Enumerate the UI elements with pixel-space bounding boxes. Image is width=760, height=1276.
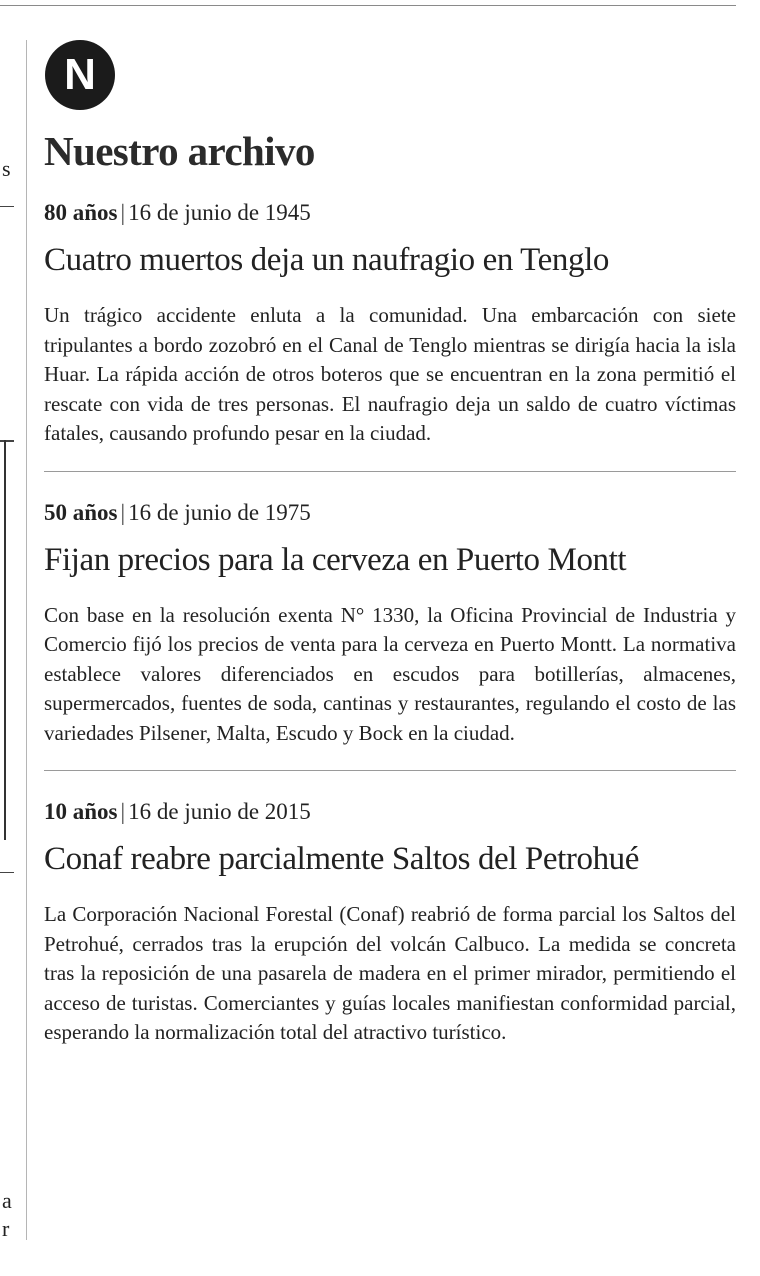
fragment-image-edge <box>4 440 6 840</box>
fragment-letter: a <box>2 1188 12 1213</box>
years-ago: 10 años <box>44 799 118 824</box>
article-meta <box>44 797 736 827</box>
article-divider <box>44 471 736 472</box>
logo-letter: N <box>64 50 96 99</box>
article-meta <box>44 198 736 228</box>
article-date: 16 de junio de 1975 <box>128 499 311 525</box>
adjacent-column-fragment <box>0 40 26 1240</box>
fragment-rule <box>0 440 14 442</box>
article-body: Con base en la resolución exenta N° 1330, la Oficina Provincial de Industria y Comercio fijó los precios de venta para la cerveza en Puerto Montt. La normativa establece valores diferenciados en escudos para botillerías, almacenes, supermercados, fuentes de soda, cantinas y restaurantes, regulando el costo de las variedades Pilsener, Malta, Escudo y Bock en la ciudad. <box>44 602 736 745</box>
top-rule <box>0 5 736 6</box>
section-title: Nuestro archivo <box>44 128 315 174</box>
article-body: La Corporación Nacional Forestal (Conaf) reabrió de forma parcial los Saltos del Petrohué, cerrados tras la erupción del volcán Calbuco. La medida se concreta tras la reposición de una pasarela de madera en el primer mirador, permitiendo el acceso de turistas. Comerciantes y guías locales manifiestan conformidad parcial, esperando la normalización total del atractivo turístico. <box>44 902 736 1044</box>
newspaper-logo-icon <box>45 40 115 110</box>
article-headline: Conaf reabre parcialmente Saltos del Petrohué <box>44 841 640 877</box>
article-date: 16 de junio de 2015 <box>128 799 311 824</box>
years-ago: 80 años <box>44 200 118 225</box>
fragment-letter: s <box>2 156 11 181</box>
meta-separator: | <box>120 499 126 525</box>
article-body: Un trágico accidente enluta a la comunidad. Una embarcación con siete tripulantes a bordo zozobró en el Canal de Tenglo mientras se dirigía hacia la isla Huar. La rápida acción de otros boteros que se encuentran en la zona permitió el rescate con vida de tres personas. El naufragio deja un saldo de cuatro víctimas fatales, causando profundo pesar en la ciudad. <box>44 303 736 445</box>
years-ago: 50 años <box>44 499 118 525</box>
archive-article <box>44 498 736 749</box>
article-meta <box>44 498 736 528</box>
fragment-rule <box>0 206 14 207</box>
article-date: 16 de junio de 1945 <box>128 200 311 225</box>
article-headline: Fijan precios para la cerveza en Puerto Montt <box>44 541 627 578</box>
archive-article <box>44 198 736 449</box>
meta-separator: | <box>120 200 126 225</box>
archive-section <box>44 40 736 1048</box>
archive-article <box>44 797 736 1048</box>
article-divider <box>44 770 736 771</box>
column-separator <box>26 40 27 1240</box>
fragment-letter: r <box>2 1216 10 1241</box>
article-headline: Cuatro muertos deja un naufragio en Tenglo <box>44 242 609 278</box>
meta-separator: | <box>120 799 126 824</box>
fragment-rule <box>0 872 14 873</box>
